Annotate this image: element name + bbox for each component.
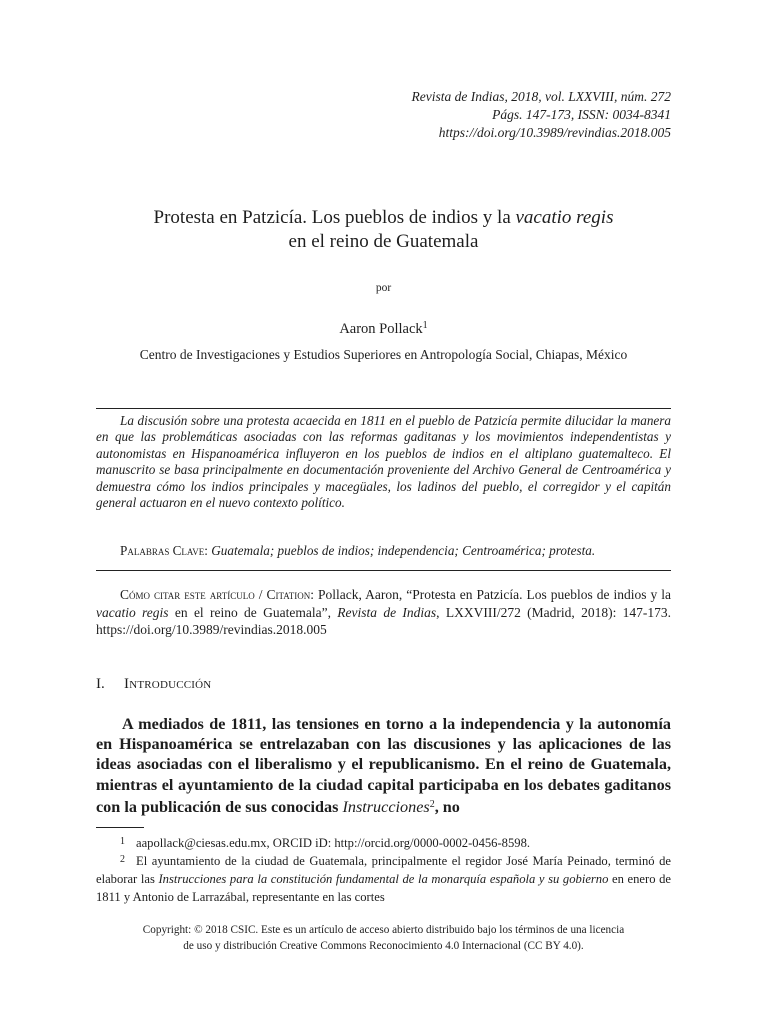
citation-text-a: Pollack, Aaron, “Protesta en Patzicía. Los pueblos de indios y la — [314, 587, 671, 602]
footnote-2-italic: Instrucciones para la constitución fundamental de la monarquía española y su gobierno — [158, 872, 609, 886]
body-italic: Instrucciones — [342, 797, 430, 816]
footnote-1 — [96, 833, 671, 852]
citation-label: Cómo citar este artículo / Citation: — [120, 587, 314, 602]
body-text-end: , no — [434, 797, 460, 816]
footnote-2-text-b: en enero de 1811 y Antonio de Larrazábal, representante en las cortes — [96, 872, 671, 904]
journal-header — [251, 88, 671, 142]
keywords-list: Guatemala; pueblos de indios; independencia; Centroamérica; protesta. — [211, 543, 596, 558]
author-name: Aaron Pollack — [339, 321, 423, 337]
author-footnote-ref[interactable]: 1 — [422, 320, 428, 331]
footnote-1-text: aapollack@ciesas.edu.mx, ORCID iD: http://orcid.org/0000-0002-0456-8598. — [136, 836, 531, 850]
title-italic: vacatio regis — [515, 207, 614, 228]
footnote-separator — [96, 827, 144, 828]
citation-italic-b: Revista de Indias — [337, 604, 437, 620]
body-footnote-ref[interactable]: 2 — [429, 798, 435, 810]
citation-block — [96, 586, 671, 639]
section-number: I. — [96, 676, 105, 692]
abstract-bottom-rule — [96, 570, 671, 571]
author-affiliation: Centro de Investigaciones y Estudios Superiores en Antropología Social, Chiapas, México — [139, 347, 628, 362]
abstract-top-rule — [96, 408, 671, 409]
author-line — [96, 320, 671, 338]
section-heading — [96, 676, 671, 693]
section-title: Introducción — [124, 676, 212, 692]
footnote-2-number: 2 — [120, 854, 125, 865]
by-label: por — [375, 282, 392, 294]
journal-pages-issn: Págs. 147-173, ISSN: 0034-8341 — [492, 107, 671, 122]
journal-doi-link[interactable]: https://doi.org/10.3989/revindias.2018.005 — [438, 125, 671, 140]
keywords-label: Palabras Clave: — [120, 543, 208, 558]
footnote-2 — [96, 851, 671, 906]
citation-text-c: , LXXVIII/272 (Madrid, 2018): 147-173. https://doi.org/10.3989/revindias.2018.005 — [96, 604, 672, 637]
citation-italic-a: vacatio regis — [96, 604, 169, 620]
footnote-1-number: 1 — [120, 836, 125, 847]
journal-citation: Revista de Indias, 2018, vol. LXXVIII, núm. 272 — [411, 89, 671, 104]
article-title — [96, 206, 671, 254]
keywords-line — [96, 542, 671, 559]
copyright-notice — [96, 922, 671, 954]
body-paragraph — [96, 714, 671, 817]
citation-text-b: en el reino de Guatemala”, — [168, 604, 338, 620]
abstract-text: La discusión sobre una protesta acaecida en 1811 en el pueblo de Patzicía permite dilucidar la manera en que las problemáticas asociadas con las reformas gaditanas y los movimientos independentistas y autonomistas en Hispanoamérica influyeron en los pueblos de indios en el altiplano guatemalteco. El manuscrito se basa principalmente en documentación proveniente del Archivo General de Centroamérica y demuestra cómo los indios principales y macegüales, los ladinos del pueblo, el corregidor y el capitán general actuaron en el nuevo contexto político. — [96, 413, 671, 511]
title-line2: en el reino de Guatemala — [288, 231, 479, 252]
copyright-line-2: de uso y distribución Creative Commons Reconocimiento 4.0 Internacional (CC BY 4.0). — [183, 940, 584, 952]
body-text-main: A mediados de 1811, las tensiones en torno a la independencia y la autonomía en Hispanoamérica se entrelazaban con las discusiones y las aplicaciones de las ideas asociadas con el liberalismo y el republicanismo. En el reino de Guatemala, mientras el ayuntamiento de la ciudad capital participaba en los debates gaditanos con la publicación de sus conocidas — [96, 715, 671, 816]
copyright-line-1: Copyright: © 2018 CSIC. Este es un artículo de acceso abierto distribuido bajo los términos de una licencia — [142, 924, 625, 936]
title-part1: Protesta en Patzicía. Los pueblos de indios y la — [153, 207, 516, 228]
footnote-2-text-a: El ayuntamiento de la ciudad de Guatemala, principalmente el regidor José María Peinado, terminó de elaborar las — [96, 854, 671, 886]
